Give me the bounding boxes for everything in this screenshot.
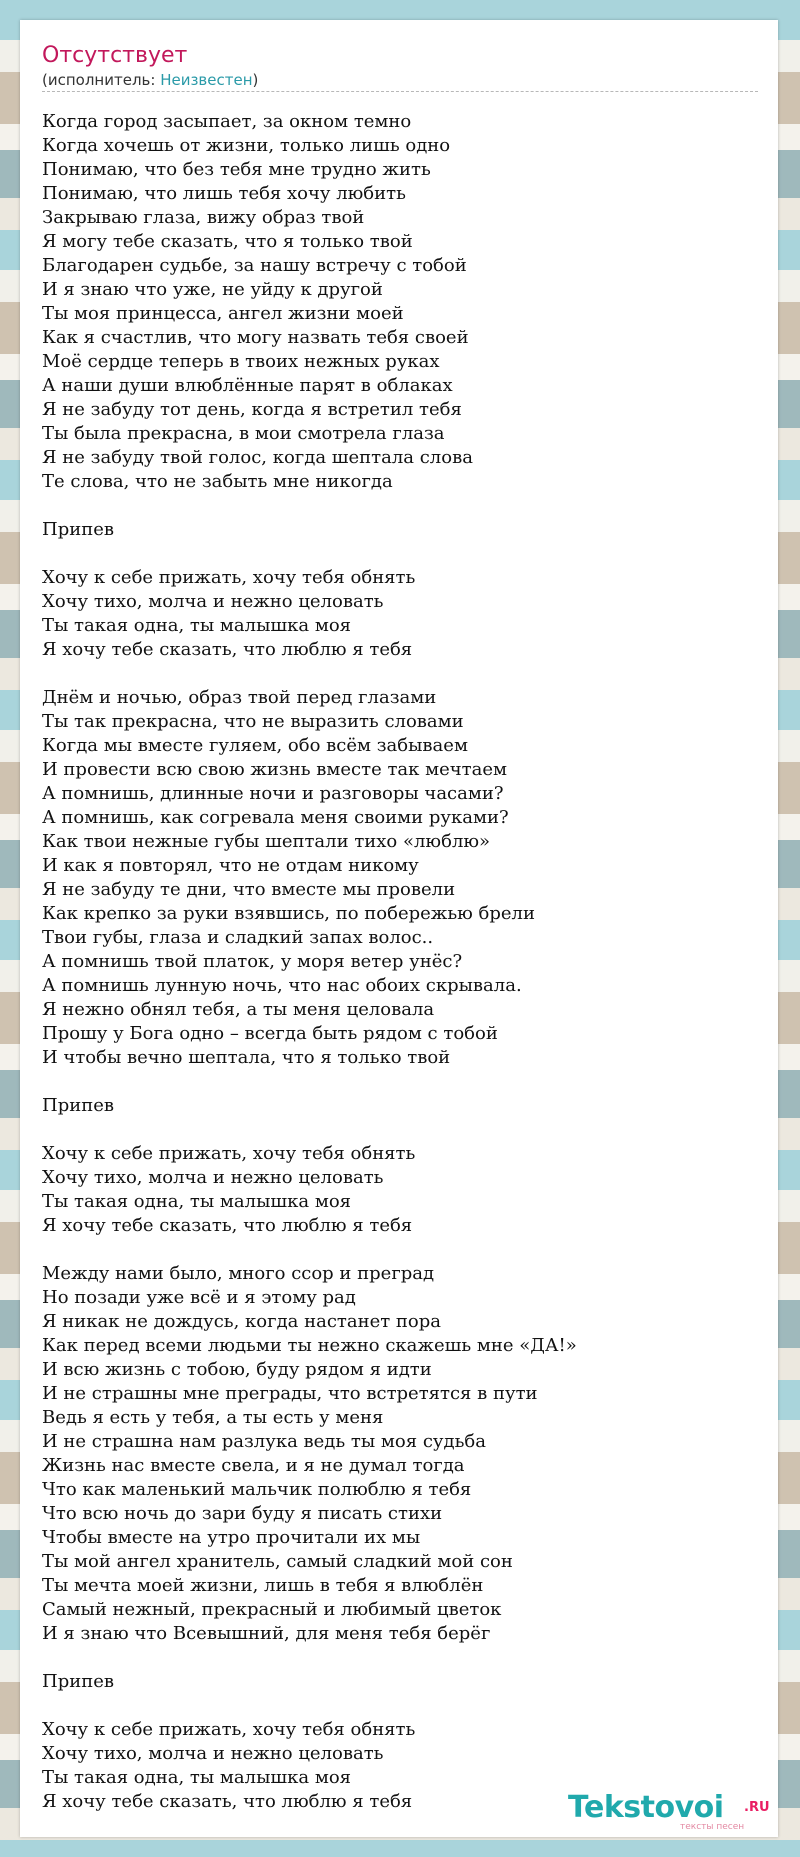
lyric-line: Что как маленький мальчик полюблю я тебя <box>42 1479 472 1500</box>
lyric-line: Ты так прекрасна, что не выразить словами <box>42 711 464 732</box>
lyric-line: И провести всю свою жизнь вместе так мечтаем <box>42 759 508 780</box>
lyric-line: И не страшна нам разлука ведь ты моя судьба <box>42 1431 486 1452</box>
lyric-line: А помнишь, как согревала меня своими руками? <box>42 807 509 828</box>
lyric-line: А помнишь, длинные ночи и разговоры часами? <box>42 783 504 804</box>
logo-tagline: тексты песен <box>680 1822 745 1832</box>
lyric-line: Жизнь нас вместе свела, и я не думал тогда <box>42 1455 465 1476</box>
lyric-line: Ты такая одна, ты малышка моя <box>42 1191 352 1212</box>
lyric-line: Хочу тихо, молча и нежно целовать <box>42 1743 384 1764</box>
lyric-line: Припев <box>42 1671 114 1692</box>
lyric-line: Понимаю, что лишь тебя хочу любить <box>42 183 406 204</box>
lyric-line: Ведь я есть у тебя, а ты есть у меня <box>42 1407 384 1428</box>
lyric-blank-line <box>42 1070 772 1094</box>
lyric-line: И всю жизнь с тобою, буду рядом я идти <box>42 1359 432 1380</box>
logo-tld: .RU <box>744 1800 770 1815</box>
lyric-line: Я не забуду твой голос, когда шептала слова <box>42 447 473 468</box>
lyric-line: И не страшны мне преграды, что встретятся в пути <box>42 1383 538 1404</box>
lyric-line: Твои губы, глаза и сладкий запах волос.. <box>42 927 434 948</box>
lyric-line: Я никак не дождусь, когда настанет пора <box>42 1311 442 1332</box>
lyric-line: Самый нежный, прекрасный и любимый цветок <box>42 1599 502 1620</box>
lyric-line: Чтобы вместе на утро прочитали их мы <box>42 1527 421 1548</box>
lyric-line: Хочу к себе прижать, хочу тебя обнять <box>42 567 416 588</box>
lyric-line: Но позади уже всё и я этому рад <box>42 1287 356 1308</box>
lyric-line: Как твои нежные губы шептали тихо «люблю» <box>42 831 491 852</box>
lyric-line: Ты такая одна, ты малышка моя <box>42 1767 352 1788</box>
lyric-line: Я хочу тебе сказать, что люблю я тебя <box>42 1791 413 1812</box>
lyric-line: Когда хочешь от жизни, только лишь одно <box>42 135 451 156</box>
lyric-blank-line <box>42 1646 772 1670</box>
lyric-line: Припев <box>42 1095 114 1116</box>
artist-line <box>42 70 758 92</box>
artist-link[interactable]: Неизвестен <box>160 71 253 89</box>
lyric-line: Закрываю глаза, вижу образ твой <box>42 207 365 228</box>
lyric-line: Я хочу тебе сказать, что люблю я тебя <box>42 1215 413 1236</box>
artist-prefix: (исполнитель: <box>42 71 161 89</box>
lyric-line: Ты моя принцесса, ангел жизни моей <box>42 303 404 324</box>
lyric-line: Днём и ночью, образ твой перед глазами <box>42 687 437 708</box>
artist-suffix: ) <box>252 71 259 89</box>
lyric-line: Ты мечта моей жизни, лишь в тебя я влюблён <box>42 1575 484 1596</box>
lyric-blank-line <box>42 1118 772 1142</box>
lyric-line: Я нежно обнял тебя, а ты меня целовала <box>42 999 435 1020</box>
lyric-line: Я не забуду те дни, что вместе мы провели <box>42 879 456 900</box>
lyric-line: И я знаю что уже, не уйду к другой <box>42 279 383 300</box>
lyric-line: А помнишь твой платок, у моря ветер унёс? <box>42 951 463 972</box>
lyric-line: Хочу тихо, молча и нежно целовать <box>42 1167 384 1188</box>
lyric-line: Те слова, что не забыть мне никогда <box>42 471 393 492</box>
lyric-line: Прошу у Бога одно – всегда быть рядом с тобой <box>42 1023 498 1044</box>
lyric-blank-line <box>42 662 772 686</box>
lyric-line: Как перед всеми людьми ты нежно скажешь мне «ДА!» <box>42 1335 577 1356</box>
song-title: Отсутствует <box>42 43 188 68</box>
lyric-blank-line <box>42 494 772 518</box>
lyric-line: Я хочу тебе сказать, что люблю я тебя <box>42 639 413 660</box>
lyrics-card <box>20 20 778 1837</box>
lyric-blank-line <box>42 542 772 566</box>
lyric-line: Ты была прекрасна, в мои смотрела глаза <box>42 423 445 444</box>
lyric-line: И как я повторял, что не отдам никому <box>42 855 419 876</box>
lyric-line: Что всю ночь до зари буду я писать стихи <box>42 1503 443 1524</box>
lyric-line: Припев <box>42 519 114 540</box>
lyric-line: Когда мы вместе гуляем, обо всём забываем <box>42 735 468 756</box>
lyric-line: Ты мой ангел хранитель, самый сладкий мой сон <box>42 1551 513 1572</box>
lyric-line: Хочу к себе прижать, хочу тебя обнять <box>42 1719 416 1740</box>
lyric-line: Как я счастлив, что могу назвать тебя своей <box>42 327 469 348</box>
lyric-line: Хочу к себе прижать, хочу тебя обнять <box>42 1143 416 1164</box>
lyric-line: Хочу тихо, молча и нежно целовать <box>42 591 384 612</box>
lyric-line: А помнишь лунную ночь, что нас обоих скрывала. <box>42 975 522 996</box>
lyric-line: Ты такая одна, ты малышка моя <box>42 615 352 636</box>
lyric-line: И я знаю что Всевышний, для меня тебя берёг <box>42 1623 491 1644</box>
lyric-line: Моё сердце теперь в твоих нежных руках <box>42 351 440 372</box>
lyric-line: Благодарен судьбе, за нашу встречу с тобой <box>42 255 467 276</box>
lyric-line: А наши души влюблённые парят в облаках <box>42 375 453 396</box>
lyric-line: Понимаю, что без тебя мне трудно жить <box>42 159 431 180</box>
lyric-line: Как крепко за руки взявшись, по побережью брели <box>42 903 535 924</box>
logo-wordmark: Tekstovoi <box>568 1790 724 1825</box>
site-logo[interactable] <box>568 1792 768 1832</box>
lyric-line: И чтобы вечно шептала, что я только твой <box>42 1047 451 1068</box>
lyrics-body <box>42 110 772 1814</box>
lyric-line: Я могу тебе сказать, что я только твой <box>42 231 413 252</box>
lyric-line: Когда город засыпает, за окном темно <box>42 111 412 132</box>
lyric-line: Между нами было, много ссор и преград <box>42 1263 435 1284</box>
lyric-blank-line <box>42 1238 772 1262</box>
lyric-blank-line <box>42 1694 772 1718</box>
lyric-line: Я не забуду тот день, когда я встретил тебя <box>42 399 462 420</box>
